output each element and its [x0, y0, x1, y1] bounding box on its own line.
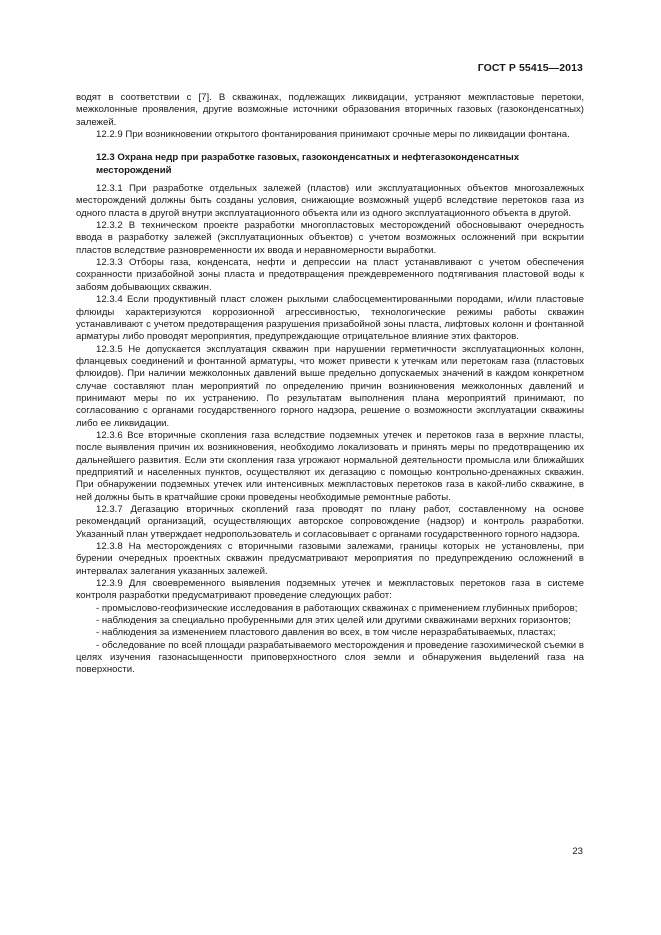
paragraph: 12.3.4 Если продуктивный пласт сложен рыхлыми слабосцементированными породами, и/или пластовые флюиды характеризуются коррозионной агрессивностью, технологические режимы работы скважин устанавливают с учетом предотвращения разрушения призабойной зоны пласта, лифтовых колонн и фонтанной арматуры либо проводят мероприятия, предупреждающие отрицательное влияние этих факторов.: [76, 294, 584, 343]
document-body: [76, 92, 584, 677]
paragraph: 12.3.9 Для своевременного выявления подземных утечек и межпластовых перетоков газа в системе контроля разработки предусматривают проведение следующих работ:: [76, 578, 584, 602]
paragraph: 12.3.1 При разработке отдельных залежей (пластов) или эксплуатационных объектов многозалежных месторождений должны быть созданы условия, снижающие возможный ущерб вследствие перетоков газа из одного пласта в другой внутри эксплуатационного объекта или из одного эксплуатационного объекта в другой.: [76, 183, 584, 219]
paragraph: 12.3.3 Отборы газа, конденсата, нефти и депрессии на пласт устанавливают с учетом обеспечения сохранности призабойной зоны пласта и предотвращения преждевременного подтягивания пластовой воды к забоям добывающих скважин.: [76, 257, 584, 293]
paragraph: 12.2.9 При возникновении открытого фонтанирования принимают срочные меры по ликвидации фонтана.: [96, 129, 570, 141]
list-item: - наблюдения за специально пробуренными для этих целей или другими скважинами верхних горизонтов;: [96, 615, 571, 627]
page-number: 23: [572, 846, 583, 857]
paragraph: 12.3.5 Не допускается эксплуатация скважин при нарушении герметичности эксплуатационных колонн, фланцевых соединений и фонтанной арматуры, что может привести к утечкам или перетокам газа (пластовых флюидов). При наличии межколонных давлений выше предельно допускаемых значений в каждом конкретном случае составляют план мероприятий по определению причин возникновения межколонных давлений и принимают меры по их устранению. По результатам выполнения плана мероприятий принимают, по согласованию с органами государственного горного надзора, решение о возможности эксплуатации скважины либо ее ликвидации.: [76, 343, 584, 429]
paragraph: 12.3.7 Дегазацию вторичных скоплений газа проводят по плану работ, составленному на основе рекомендаций организаций, осуществляющих авторское сопровождение (надзор) и контроль разработки. Указанный план утверждает недропользователь и согласовывает с органами государственного горного надзора.: [76, 504, 584, 540]
paragraph: 12.3.8 На месторождениях с вторичными газовыми залежами, границы которых не установлены, при бурении очередных проектных скважин предусматривают мероприятия по предупреждению осложнений в интервалах залегания указанных залежей.: [76, 541, 584, 577]
list-item: - промыслово-геофизические исследования в работающих скважинах с применением глубинных приборов;: [96, 602, 578, 614]
paragraph: водят в соответствии с [7]. В скважинах, подлежащих ликвидации, устраняют межпластовые перетоки, межколонные проявления, другие возможные источники образования вторичных газовых (газоконденсатных) залежей.: [76, 92, 584, 128]
document-standard-id: ГОСТ Р 55415—2013: [477, 62, 583, 74]
list-item: - наблюдения за изменением пластового давления во всех, в том числе неразрабатываемых, пластах;: [96, 627, 556, 639]
paragraph: 12.3.6 Все вторичные скопления газа вследствие подземных утечек и перетоков газа в верхние пласты, после выявления причин их возникновения, необходимо локализовать и принять меры по предотвращению их дальнейшего развития. Если эти скопления газа угрожают нормальной деятельности промысла или ближайших предприятий и населенных пунктов, осуществляют их дегазацию с помощью контрольно-дренажных скважин. При обнаружении подземных утечек или интенсивных межпластовых перетоков газа в какой-либо скважине, в ней должны быть в кратчайшие сроки проведены необходимые ремонтные работы.: [76, 429, 584, 503]
paragraph: 12.3.2 В техническом проекте разработки многопластовых месторождений обосновывают очередность ввода в разработку залежей (эксплуатационных объектов) с учетом возможных осложнений при вскрытии пластов вследствие разновременности их ввода и неравномерности выработки.: [76, 220, 584, 256]
section-heading: 12.3 Охрана недр при разработке газовых, газоконденсатных и нефтегазоконденсатных месторождений: [96, 152, 520, 176]
list-item: - обследование по всей площади разрабатываемого месторождения и проведение газохимической съемки в целях изучения газонасыщенности приповерхностного слоя земли и обнаружения выделений газа на поверхности.: [76, 639, 584, 676]
